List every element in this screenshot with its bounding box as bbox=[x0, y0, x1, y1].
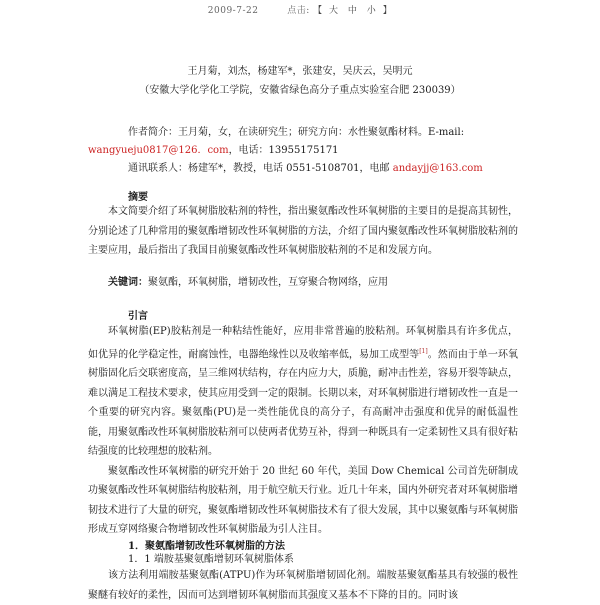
affiliation: （安徽大学化学化工学院，安徽省绿色高分子重点实验室合肥 230039） bbox=[139, 85, 461, 96]
contact-email-link[interactable]: andayjj@163.com bbox=[392, 163, 483, 174]
author-email-link[interactable]: wangyueju0817@126．com bbox=[88, 145, 229, 156]
keywords-text: 聚氨酯，环氧树脂，增韧改性，互穿聚合物网络，应用 bbox=[148, 277, 388, 288]
article-toolbar bbox=[0, 3, 600, 16]
bracket-close: 】 bbox=[382, 6, 393, 16]
section-1-1-heading: 1．1 端胺基聚氨酯增韧环氧树脂体系 bbox=[128, 554, 294, 565]
reference-1-link[interactable]: [1] bbox=[419, 347, 428, 355]
font-size-small-link[interactable]: 小 bbox=[366, 6, 377, 16]
author-intro: 作者简介：王月菊，女，在读研究生；研究方向：水性聚氨酯材料。E-mail: bbox=[128, 127, 465, 138]
click-label: 点击: bbox=[287, 6, 310, 16]
font-size-large-link[interactable]: 大 bbox=[329, 6, 339, 16]
intro-paragraph-1 bbox=[88, 322, 518, 462]
intro-heading: 引言 bbox=[128, 311, 148, 322]
corresponding-author bbox=[128, 162, 483, 176]
section-1-1-body bbox=[88, 566, 518, 605]
intro-p1-continued: 。然而由于单一环氧树脂固化后交联密度高，呈三维网状结构，存在内应力大，质脆，耐冲击性差，容易开裂等缺点，难以满足工程技术要求，使其应用受到一定的限制。长期以来，对环氧树脂进行增韧改性一直是一个重要的研究内容。聚氨酯(PU)是一类性能优良的高分子，有高耐冲击强度和优异的耐低温性能，用聚氨酯改性环氧树脂胶粘剂可以使两者优势互补，得到一种既具有一定柔韧性又具有很好粘结强度的比较理想的胶粘剂。 bbox=[88, 348, 519, 458]
section-1-1-paragraph: 该方法利用端胺基聚氨酯(ATPU)作为环氧树脂增韧固化剂。端胺基聚氨酯基具有较强的极性聚醚有较好的柔性，因而可达到增韧环氧树脂而其强度又基本不下降的目的。同时该 bbox=[88, 570, 518, 601]
publish-date: 2009-7-22 bbox=[207, 6, 259, 16]
bracket-open: 【 bbox=[313, 6, 323, 16]
intro-paragraph-2: 聚氨酯改性环氧树脂的研究开始于 20 世纪 60 年代，美国 Dow Chemical 公司首先研制成功聚氨酯改性环氧树脂结构胶粘剂，用于航空航天行业。近几十年来，国内外研究者对环氧树脂增韧技术进行了大量的研究，聚氨酯增韧改性环氧树脂技术有了很大发展，其中以聚氨酯与环氧树脂形成互穿网络聚合物增韧改性环氧树脂最为引人注目。 bbox=[88, 465, 518, 536]
intro-p1-text: 环氧树脂(EP)胶粘剂是一种粘结性能好，应用非常普遍的胶粘剂。环氧树脂具有许多优点，如优异的化学稳定性，耐腐蚀性，电器绝缘性以及收缩率低，易加工成型等 bbox=[88, 326, 518, 360]
intro-body bbox=[88, 322, 518, 540]
corresponding-author-info: 通讯联系人：杨建军*，教授，电话 0551-5108701，电邮 bbox=[128, 163, 390, 174]
abstract-body bbox=[88, 202, 518, 261]
author-contact-line bbox=[88, 144, 339, 158]
abstract-text: 本文简要介绍了环氧树脂胶粘剂的特性，指出聚氨酯改性环氧树脂的主要目的是提高其韧性，分别论述了几种常用的聚氨酯增韧改性环氧树脂的方法，介绍了国内聚氨酯改性环氧树脂胶粘剂的主要应用，最后指出了我国目前聚氨酯改性环氧树脂胶粘剂的不足和发展方向。 bbox=[88, 206, 518, 256]
author-phone: ，电话：13955175171 bbox=[228, 145, 339, 156]
font-size-medium-link[interactable]: 中 bbox=[347, 6, 358, 16]
section-1-heading: 1．聚氨酯增韧改性环氧树脂的方法 bbox=[128, 541, 285, 552]
abstract-heading: 摘要 bbox=[128, 192, 148, 203]
keywords-label: 关键词： bbox=[108, 277, 148, 288]
keywords bbox=[108, 276, 388, 290]
author-list: 王月菊，刘杰，杨建军*，张建安，吴庆云，吴明元 bbox=[187, 66, 413, 77]
